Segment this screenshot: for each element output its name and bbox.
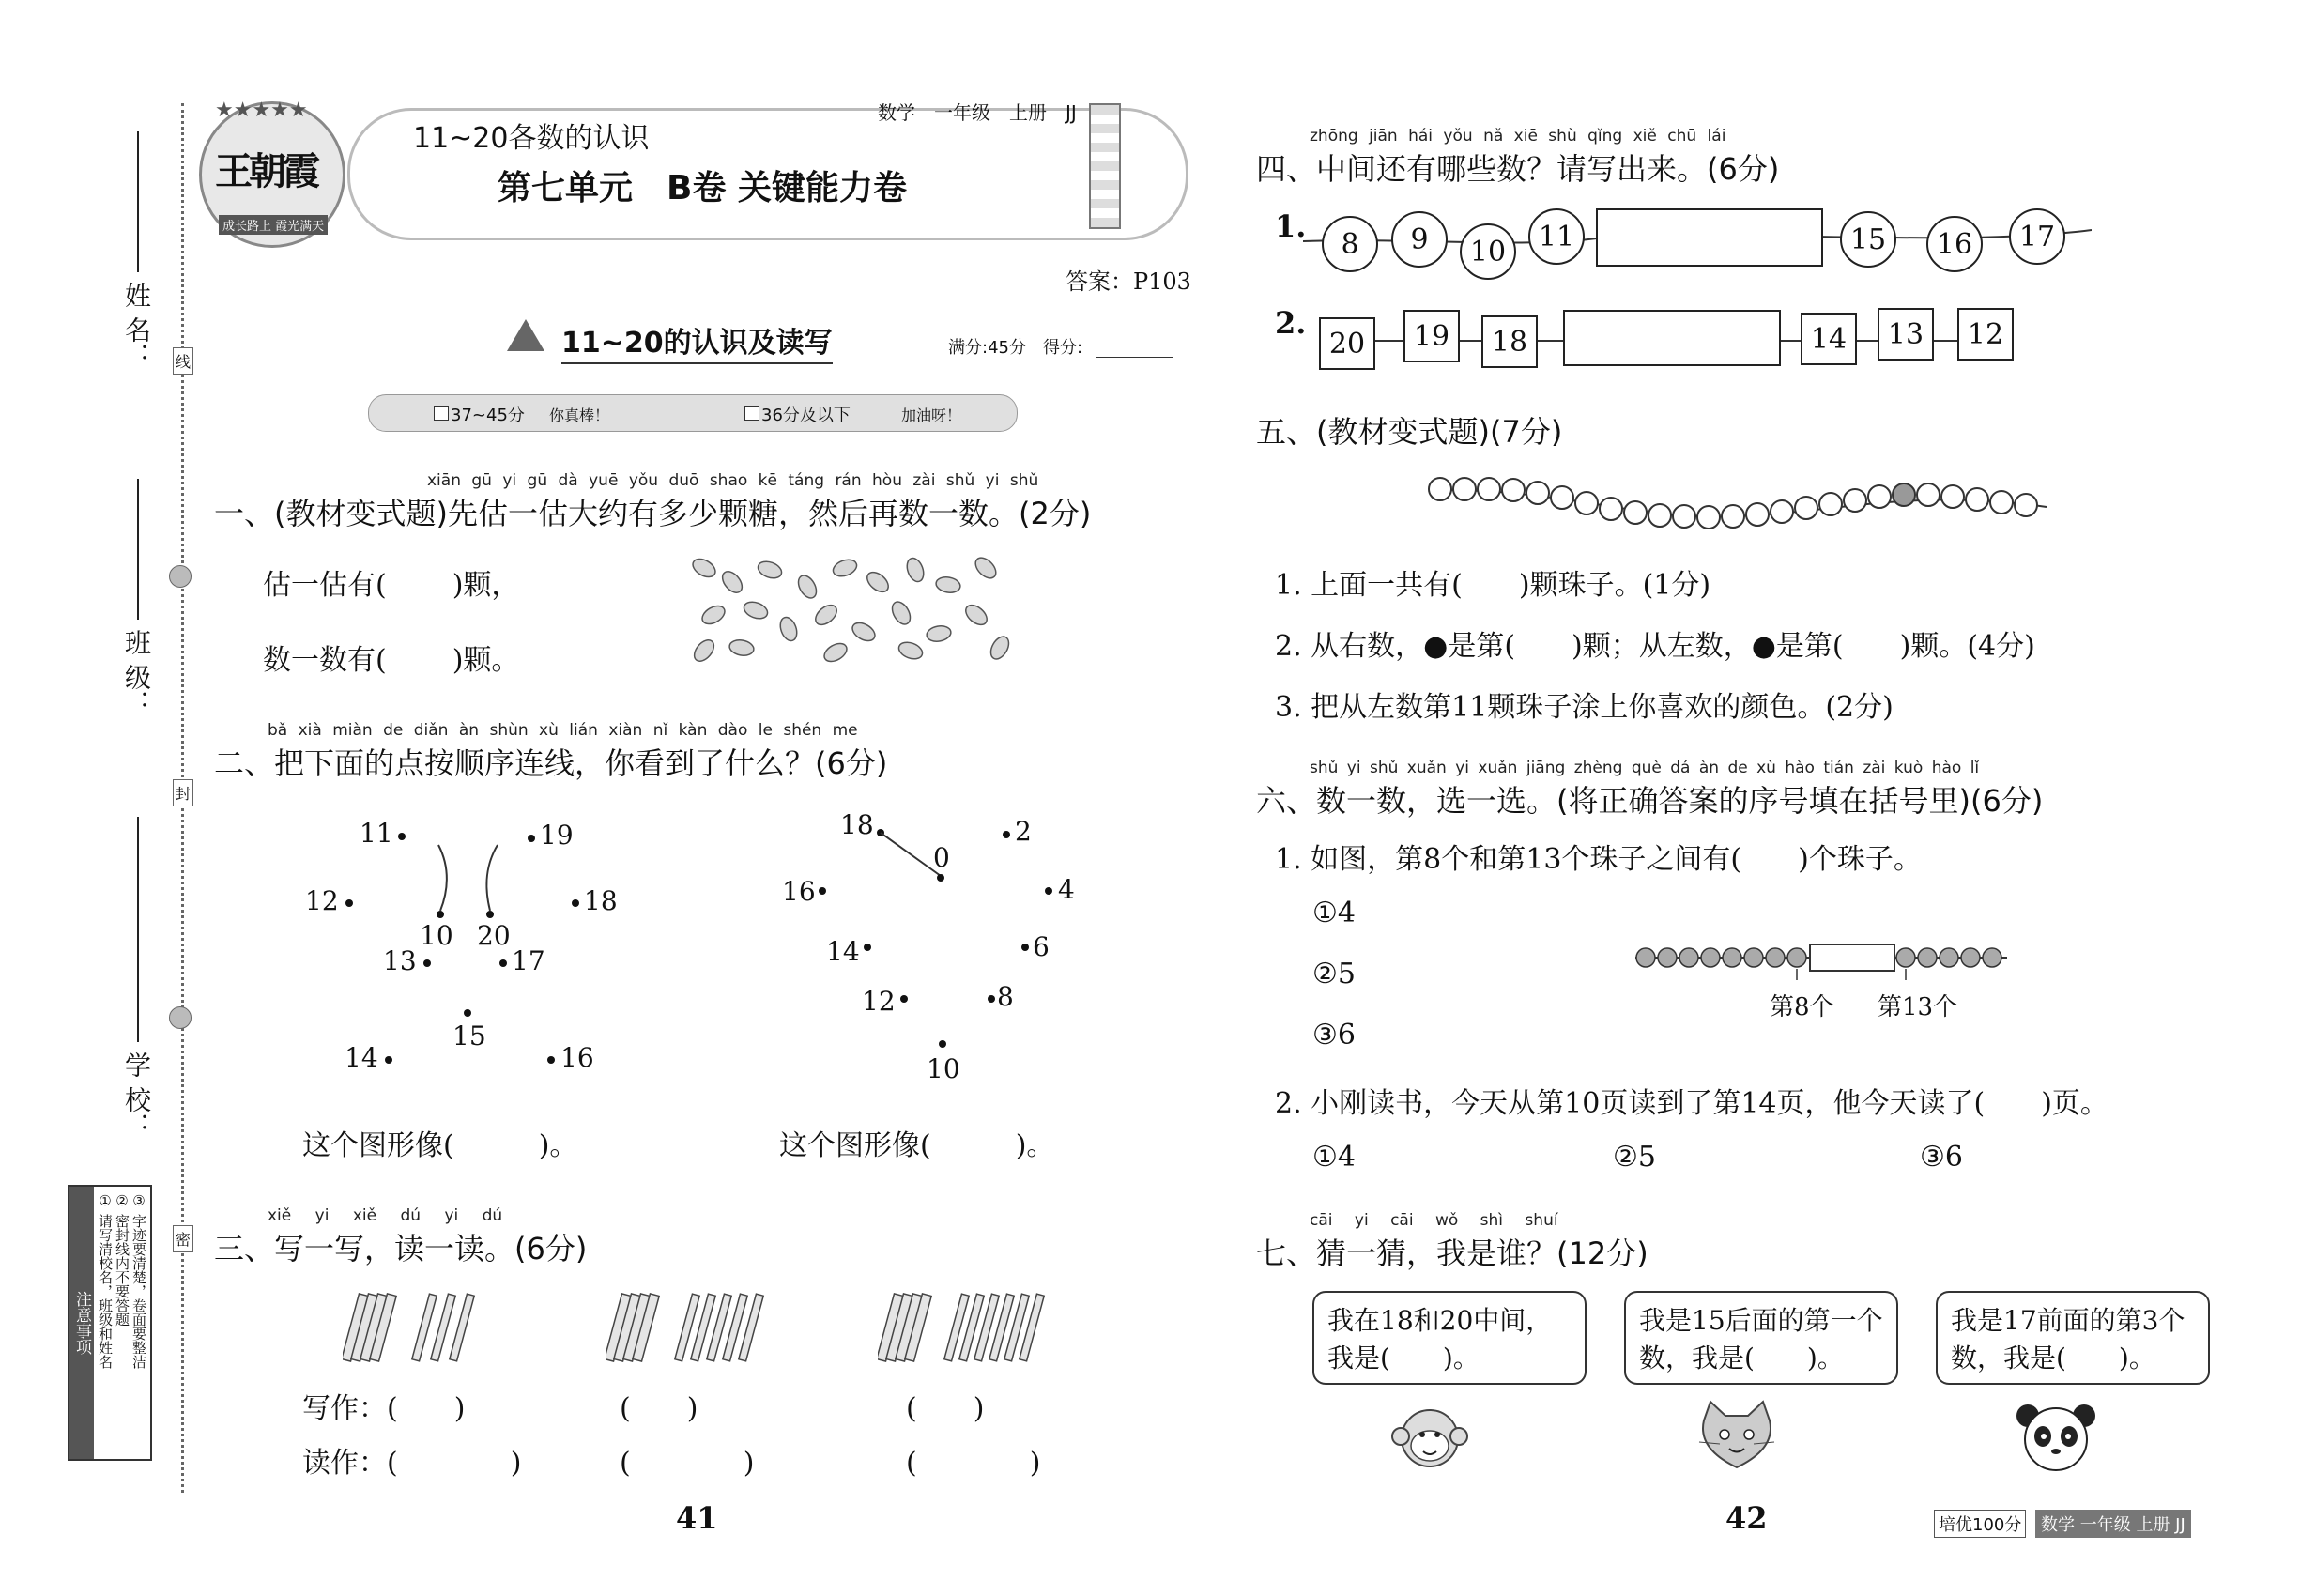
dot-label: 12 bbox=[862, 986, 896, 1017]
q3-write-1[interactable]: 写作：( ) bbox=[302, 1392, 466, 1425]
page-number-right: 42 bbox=[1725, 1500, 1768, 1536]
dot[interactable] bbox=[572, 899, 579, 907]
monkey-icon bbox=[1388, 1399, 1472, 1474]
bubble-text: 我是15后面的第一个数，我是( )。 bbox=[1639, 1305, 1883, 1373]
page-title: 第七单元 B卷 关键能力卷 bbox=[498, 169, 907, 207]
bubble-text: 我是17前面的第3个数，我是( )。 bbox=[1951, 1305, 2185, 1373]
rating-low-label: 36分及以下 bbox=[761, 406, 851, 425]
q2-pinyin: bǎ xià miàn de diǎn àn shùn xù lián xiàn nǐ kàn dào le shén me bbox=[268, 721, 858, 740]
answer-ref: 答案：P103 bbox=[1066, 269, 1191, 295]
dot[interactable] bbox=[547, 1056, 555, 1064]
q6-pinyin: shǔ yi shǔ xuǎn yi xuǎn jiāng zhèng què dá àn de xù hào tián zài kuò hào lǐ bbox=[1310, 759, 1980, 777]
q4-pinyin: zhōng jiān hái yǒu nǎ xiē shù qǐng xiě chū lái bbox=[1310, 127, 1726, 146]
bead-string bbox=[1427, 469, 2056, 535]
q3-pinyin: xiě yi xiě dú yi dú bbox=[268, 1206, 503, 1225]
number-circle: 10 bbox=[1460, 223, 1516, 280]
dot-label: 11 bbox=[360, 818, 393, 849]
q4-row2-label: 2. bbox=[1275, 305, 1307, 341]
q1-estimate-b: )颗， bbox=[452, 569, 520, 602]
class-line[interactable] bbox=[137, 479, 139, 620]
speech-bubble[interactable] bbox=[1936, 1291, 2210, 1385]
q6-item2[interactable]: 2. 小刚读书，今天从第10页读到了第14页，他今天读了( )页。 bbox=[1275, 1087, 2108, 1120]
dot-label: 18 bbox=[584, 885, 618, 916]
class-label: 班 级： bbox=[121, 629, 152, 716]
bubble-text: 我在18和20中间，我是( )。 bbox=[1327, 1305, 1553, 1373]
q6-option[interactable]: ①4 bbox=[1312, 1141, 1356, 1174]
dot-label: 18 bbox=[840, 809, 874, 840]
q6-option[interactable]: ②5 bbox=[1613, 1141, 1656, 1174]
dot-label: 16 bbox=[782, 876, 816, 907]
q3-write-3[interactable]: ( ) bbox=[906, 1392, 985, 1425]
stick-bundle-icon bbox=[606, 1284, 765, 1369]
q6-item1[interactable]: 1. 如图，第8个和第13个珠子之间有( )个珠子。 bbox=[1275, 843, 1922, 876]
dot-label: 2 bbox=[1015, 816, 1032, 847]
dot-label: 12 bbox=[305, 885, 339, 916]
label-13th: 第13个 bbox=[1878, 993, 1958, 1021]
dot-label: 4 bbox=[1058, 874, 1075, 905]
q2-answer-left[interactable]: 这个图形像( )。 bbox=[302, 1129, 578, 1162]
q3-read-1[interactable]: 读作：( ) bbox=[302, 1447, 522, 1480]
number-square: 19 bbox=[1403, 310, 1460, 362]
number-circle: 15 bbox=[1840, 211, 1896, 268]
number-circle: 16 bbox=[1926, 216, 1983, 272]
logo-sub: 成长路上 霞光满天 bbox=[219, 215, 328, 235]
q5-item2[interactable]: 2. 从右数，●是第( )颗；从左数，●是第( )颗。(4分) bbox=[1275, 630, 2035, 663]
left-margin bbox=[0, 0, 192, 1596]
dot[interactable] bbox=[1021, 944, 1029, 951]
q4-row1-answer-box[interactable] bbox=[1596, 208, 1823, 267]
notes-item: ③ 字迹要清楚，卷面要整洁 bbox=[130, 1192, 147, 1369]
dot[interactable] bbox=[464, 1009, 471, 1017]
stick-bundle-icon bbox=[343, 1284, 483, 1369]
dot[interactable] bbox=[385, 1056, 392, 1064]
dot-label: 10 bbox=[927, 1053, 960, 1084]
notes-title: 注意事项 bbox=[69, 1187, 94, 1459]
dot-label: 13 bbox=[383, 945, 417, 976]
q1-count-b: )颗。 bbox=[452, 644, 520, 677]
q1-estimate-a: 估一估有( bbox=[263, 569, 387, 602]
lighthouse-icon bbox=[1089, 103, 1121, 229]
number-square: 20 bbox=[1319, 317, 1375, 370]
section-title: 11~20的认识及读写 bbox=[561, 319, 833, 364]
q4-row2-answer-box[interactable] bbox=[1563, 310, 1781, 366]
page-number-left: 41 bbox=[676, 1500, 718, 1536]
footer-brand: 培优100分 bbox=[1934, 1510, 2026, 1538]
dot-label: 0 bbox=[933, 842, 950, 873]
dot-label: 17 bbox=[512, 945, 545, 976]
q3-write-2[interactable]: ( ) bbox=[620, 1392, 698, 1425]
q3-read-3[interactable]: ( ) bbox=[906, 1447, 1041, 1480]
dot-label: 14 bbox=[826, 936, 860, 967]
q1-pinyin: xiān gū yi gū dà yuē yǒu duō shao kē táng rán hòu zài shǔ yi shǔ bbox=[427, 471, 1039, 490]
speech-bubble[interactable] bbox=[1624, 1291, 1898, 1385]
q1-prompt: 一、(教材变式题)先估一估大约有多少颗糖，然后再数一数。(2分) bbox=[214, 496, 1092, 531]
dot[interactable] bbox=[819, 887, 826, 895]
rating-high-checkbox[interactable] bbox=[434, 406, 449, 421]
dot-label: 6 bbox=[1033, 931, 1050, 962]
q2-left-curves bbox=[427, 840, 512, 915]
q3-prompt: 三、写一写，读一读。(6分) bbox=[214, 1231, 588, 1266]
dot-label: 16 bbox=[560, 1042, 594, 1073]
dot-label: 20 bbox=[477, 920, 511, 951]
footer-meta: 数学 一年级 上册 JJ bbox=[2035, 1510, 2191, 1538]
q1-count-line bbox=[263, 637, 519, 678]
seal-mark-1: 线 bbox=[173, 347, 193, 375]
dot-label: 10 bbox=[420, 920, 453, 951]
unit-topic: 11~20各数的认识 bbox=[413, 122, 650, 155]
q1-estimate-line bbox=[263, 561, 519, 603]
number-square: 13 bbox=[1878, 308, 1934, 361]
logo-stars: ★★★★★ bbox=[215, 99, 308, 122]
scissor-icon bbox=[169, 1006, 192, 1029]
candy-illustration bbox=[676, 549, 1033, 667]
number-square: 12 bbox=[1957, 308, 2014, 361]
dot[interactable] bbox=[499, 959, 507, 967]
q5-item1[interactable]: 1. 上面一共有( )颗珠子。(1分) bbox=[1275, 569, 1711, 602]
q6-option[interactable]: ①4 bbox=[1312, 897, 1356, 929]
rating-high-label: 37~45分 bbox=[451, 406, 525, 425]
q6-option[interactable]: ②5 bbox=[1312, 958, 1356, 990]
dot-label: 14 bbox=[345, 1042, 378, 1073]
stick-bundle-icon bbox=[878, 1284, 1047, 1369]
number-square: 14 bbox=[1801, 313, 1857, 365]
rating-high-note: 你真棒！ bbox=[549, 407, 610, 424]
rating-low-note: 加油呀！ bbox=[901, 407, 962, 424]
rating-low-checkbox[interactable] bbox=[744, 406, 759, 421]
q2-prompt: 二、把下面的点按顺序连线，你看到了什么？(6分) bbox=[214, 745, 888, 781]
dot[interactable] bbox=[864, 944, 871, 951]
logo bbox=[199, 101, 345, 248]
notes-item: ② 密封线内不要答题 bbox=[114, 1192, 130, 1327]
school-line[interactable] bbox=[137, 817, 139, 1042]
notes-item: ① 请写清校名，班级和姓名 bbox=[97, 1192, 114, 1369]
q7-pinyin: cāi yi cāi wǒ shì shuí bbox=[1310, 1211, 1558, 1230]
q1-count-a: 数一数有( bbox=[263, 644, 387, 677]
panda-icon bbox=[2009, 1397, 2103, 1477]
dot-label: 8 bbox=[997, 981, 1014, 1012]
dot[interactable] bbox=[423, 959, 431, 967]
dot[interactable] bbox=[1003, 831, 1010, 838]
notes-box bbox=[68, 1185, 152, 1461]
dot[interactable] bbox=[939, 1040, 946, 1048]
school-label: 学 校： bbox=[121, 1051, 152, 1139]
number-circle: 17 bbox=[2009, 208, 2065, 265]
number-circle: 8 bbox=[1322, 216, 1378, 272]
q7-prompt: 七、猜一猜，我是谁？(12分) bbox=[1256, 1235, 1648, 1271]
speech-bubble[interactable] bbox=[1312, 1291, 1587, 1385]
q3-read-2[interactable]: ( ) bbox=[620, 1447, 755, 1480]
seal-mark-2: 封 bbox=[173, 779, 193, 806]
name-label: 姓 名： bbox=[121, 282, 152, 369]
dot[interactable] bbox=[1045, 887, 1052, 895]
score-label: 满分:45分 得分: bbox=[948, 338, 1083, 358]
dot[interactable] bbox=[900, 995, 908, 1003]
book-meta: 数学 一年级 上册 JJ bbox=[878, 101, 1077, 124]
sailboat-icon bbox=[507, 319, 544, 351]
dot[interactable] bbox=[988, 995, 995, 1003]
dot[interactable] bbox=[398, 833, 406, 840]
name-line[interactable] bbox=[137, 131, 139, 272]
q6-prompt: 六、数一数，选一选。(将正确答案的序号填在括号里)(6分) bbox=[1256, 783, 2044, 819]
dot[interactable] bbox=[528, 835, 535, 842]
cat-icon bbox=[1690, 1397, 1784, 1477]
q4-prompt: 四、中间还有哪些数？请写出来。(6分) bbox=[1256, 151, 1780, 187]
dot-label: 19 bbox=[540, 820, 574, 851]
label-8th: 第8个 bbox=[1770, 993, 1834, 1021]
q5-item3: 3. 把从左数第11颗珠子涂上你喜欢的颜色。(2分) bbox=[1275, 691, 1894, 724]
score-blank[interactable] bbox=[1096, 357, 1173, 358]
number-square: 18 bbox=[1481, 315, 1538, 368]
q4-row1-label: 1. bbox=[1275, 208, 1307, 244]
scissor-icon bbox=[169, 565, 192, 588]
q6-option[interactable]: ③6 bbox=[1920, 1141, 1963, 1174]
number-circle: 11 bbox=[1528, 208, 1585, 265]
dot[interactable] bbox=[345, 899, 353, 907]
dot[interactable] bbox=[937, 874, 944, 882]
seal-mark-3: 密 bbox=[173, 1225, 193, 1252]
q6-option[interactable]: ③6 bbox=[1312, 1019, 1356, 1051]
number-circle: 9 bbox=[1391, 211, 1448, 268]
q2-answer-right[interactable]: 这个图形像( )。 bbox=[779, 1129, 1055, 1162]
bead-row-with-box bbox=[1633, 939, 2009, 986]
logo-text: 王朝霞 bbox=[215, 149, 316, 193]
dot-label: 15 bbox=[452, 1021, 486, 1051]
q5-prompt: 五、(教材变式题)(7分) bbox=[1256, 414, 1563, 450]
